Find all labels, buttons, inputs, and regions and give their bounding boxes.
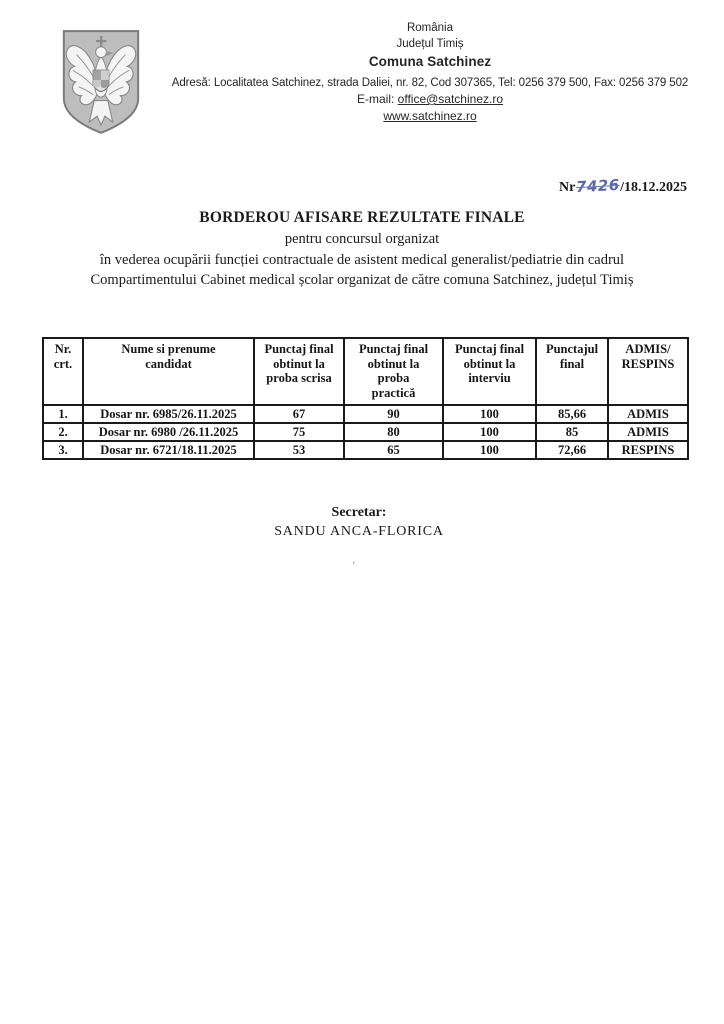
cell-written-score: 75 xyxy=(254,423,344,441)
reg-date: /18.12.2025 xyxy=(620,180,687,195)
col-header-interview: Punctaj final obtinut la interviu xyxy=(443,338,536,405)
cell-final-score: 85 xyxy=(536,423,608,441)
table-header-row xyxy=(43,338,688,405)
cell-result: ADMIS xyxy=(608,405,688,423)
reg-label: Nr xyxy=(559,180,576,195)
cell-final-score: 72,66 xyxy=(536,441,608,459)
cell-practical-score: 65 xyxy=(344,441,443,459)
cell-written-score: 67 xyxy=(254,405,344,423)
cell-nr: 1. xyxy=(43,405,83,423)
cell-candidate: Dosar nr. 6721/18.11.2025 xyxy=(83,441,254,459)
table-row xyxy=(43,441,688,459)
document-subtitle: pentru concursul organizat xyxy=(284,231,440,247)
cell-practical-score: 80 xyxy=(344,423,443,441)
cell-practical-score: 90 xyxy=(344,405,443,423)
letterhead-website-line xyxy=(138,108,722,125)
letterhead-email-line xyxy=(138,91,722,108)
email-address: office@satchinez.ro xyxy=(397,92,504,106)
col-header-result: ADMIS/ RESPINS xyxy=(608,338,688,405)
results-table xyxy=(42,337,689,460)
cell-nr: 3. xyxy=(43,441,83,459)
cell-candidate: Dosar nr. 6985/26.11.2025 xyxy=(83,405,254,423)
signature-role: Secretar: xyxy=(331,505,387,520)
table-row xyxy=(43,405,688,423)
col-header-nr-crt: Nr. crt. xyxy=(43,338,83,405)
col-header-practical-test: Punctaj final obtinut la proba practică xyxy=(344,338,443,405)
col-header-final-score: Punctajul final xyxy=(536,338,608,405)
letterhead-address: Adresă: Localitatea Satchinez, strada Daliei, nr. 82, Cod 307365, Tel: 0256 379 500, Fax: 0256 379 502 xyxy=(171,77,689,89)
email-label: E-mail: xyxy=(356,92,398,106)
cell-result: ADMIS xyxy=(608,423,688,441)
website-address: www.satchinez.ro xyxy=(383,109,477,123)
cell-interview-score: 100 xyxy=(443,441,536,459)
letterhead xyxy=(138,20,722,125)
document-title: BORDEROU AFISARE REZULTATE FINALE xyxy=(199,209,525,226)
cell-interview-score: 100 xyxy=(443,405,536,423)
reg-number-handwritten: 7426 xyxy=(575,175,621,197)
cell-written-score: 53 xyxy=(254,441,344,459)
letterhead-county: Județul Timiș xyxy=(396,38,464,50)
cell-nr: 2. xyxy=(43,423,83,441)
cell-interview-score: 100 xyxy=(443,423,536,441)
signature-name: SANDU ANCA-FLORICA xyxy=(274,524,444,539)
cell-candidate: Dosar nr. 6980 /26.11.2025 xyxy=(83,423,254,441)
cell-final-score: 85,66 xyxy=(536,405,608,423)
col-header-written-test: Punctaj final obtinut la proba scrisa xyxy=(254,338,344,405)
table-row xyxy=(43,423,688,441)
romania-coat-of-arms-icon xyxy=(57,27,145,137)
document-paragraph: în vederea ocupării funcției contractuale de asistent medical generalist/pediatrie din cadrul Compartimentului Cabinet medical școlar organizat de către comuna Satchinez, județul Timiș xyxy=(90,252,634,288)
registration-number-line xyxy=(559,177,687,196)
scan-artifact-mark: ʼ xyxy=(352,561,356,572)
signature-block xyxy=(0,503,718,541)
letterhead-country: România xyxy=(406,22,454,34)
col-header-candidate: Nume si prenume candidat xyxy=(83,338,254,405)
cell-result: RESPINS xyxy=(608,441,688,459)
letterhead-commune: Comuna Satchinez xyxy=(368,54,492,69)
